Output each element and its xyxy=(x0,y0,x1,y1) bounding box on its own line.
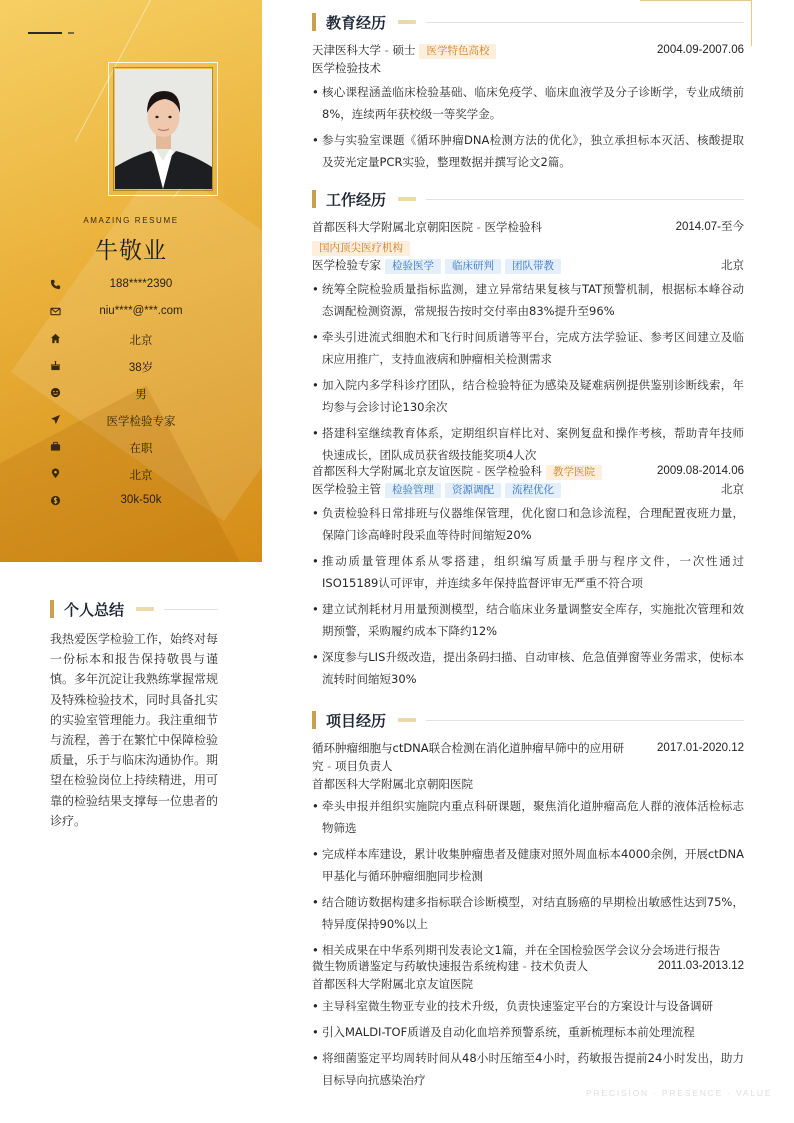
project-role: 技术负责人 xyxy=(530,959,588,973)
project-date: 2017.01-2020.12 xyxy=(657,742,744,754)
info-email: niu****@***.com xyxy=(99,305,183,317)
project-bullets xyxy=(312,995,744,1091)
job-city: 北京 xyxy=(721,482,744,496)
summary-text: 我热爱医学检验工作，始终对每一份标本和报告保持敬畏与谨慎。多年沉淀让我熟练掌握常规及特殊检验技术，同时具备扎实的实验室管理能力。我注重细节与流程，善于在繁忙中保障检验质量，乐于与临床沟通协作。期望在检验岗位上持续精进，用可靠的检验结果支撑每一位患者的诊疗。 xyxy=(50,632,219,828)
skill-tag: 临床研判 xyxy=(445,259,501,274)
section-title: 项目经历 xyxy=(326,711,387,730)
project-org: 首都医科大学附属北京友谊医院 xyxy=(312,977,473,991)
school-tag: 医学特色高校 xyxy=(419,44,496,59)
section-header xyxy=(50,598,218,620)
info-home: 北京 xyxy=(129,335,153,347)
coin-icon xyxy=(50,495,61,506)
company-tag: 教学医院 xyxy=(546,465,602,480)
home-icon xyxy=(50,333,61,344)
job-date: 2014.07-至今 xyxy=(675,221,744,233)
company-tag: 国内顶尖医疗机构 xyxy=(312,241,410,256)
list-item: • 牵头申报并组织实施院内重点科研课题，聚焦消化道肿瘤高危人群的液体活检标志物筛选 xyxy=(312,795,744,839)
job-city: 北京 xyxy=(721,258,744,272)
education-header: 天津医科大学 - 硕士 医学特色高校 2004.09-2007.06 xyxy=(312,43,744,57)
list-item: • 深度参与LIS升级改造，提出条码扫描、自动审核、危急值弹窗等业务需求，使标本流转时间缩短30% xyxy=(312,646,744,690)
list-item: • 相关成果在中华系列期刊发表论文1篇，并在全国检验医学会议分会场进行报告 xyxy=(312,939,744,961)
list-item: • 完成样本库建设，累计收集肿瘤患者及健康对照外周血标本4000余例，开展ctDNA甲基化与循环肿瘤细胞同步检测 xyxy=(312,843,744,887)
list-item: • 引入MALDI-TOF质谱及自动化血培养预警系统，重新梳理标本前处理流程 xyxy=(312,1021,744,1043)
section-header xyxy=(312,11,744,33)
list-item: • 加入院内多学科诊疗团队，结合检验特征为感染及疑难病例提供鉴别诊断线索，年均参与会诊讨论130余次 xyxy=(312,374,744,418)
list-item: • 核心课程涵盖临床检验基础、临床免疫学、临床血液学及分子诊断学，专业成绩前8%，连续两年获校级一等奖学金。 xyxy=(312,81,744,125)
info-position: 医学检验专家 xyxy=(106,416,176,428)
projects-section xyxy=(312,709,744,1095)
section-title: 工作经历 xyxy=(326,190,387,209)
info-row-salary xyxy=(0,492,262,519)
info-status: 在职 xyxy=(129,443,153,455)
work-section xyxy=(312,188,744,694)
list-item: • 推动质量管理体系从零搭建，组织编写质量手册与程序文件，一次性通过ISO15189认可评审，并连续多年保持监督评审无严重不符合项 xyxy=(312,550,744,594)
job-header: 首都医科大学附属北京朝阳医院 - 医学检验科 2014.07-至今 xyxy=(312,220,744,234)
summary-section xyxy=(50,598,218,831)
sidebar-panel xyxy=(0,0,262,562)
list-item: • 统筹全院检验质量指标监测，建立异常结果复核与TAT预警机制，根据标本峰谷动态调配检测资源，常规报告按时交付率由83%提升至96% xyxy=(312,278,744,322)
list-item: • 建立试剂耗材月用量预测模型，结合临床业务量调整安全库存，实施批次管理和效期预警，采购履约成本下降约12% xyxy=(312,598,744,642)
list-item: • 结合随访数据构建多指标联合诊断模型，对结直肠癌的早期检出敏感性达到75%，特异度保持90%以上 xyxy=(312,891,744,935)
section-title: 个人总结 xyxy=(64,600,125,619)
skill-tag: 流程优化 xyxy=(505,483,561,498)
contact-info-list xyxy=(0,276,262,519)
education-section xyxy=(312,11,744,177)
education-date: 2004.09-2007.06 xyxy=(657,44,744,56)
mail-icon xyxy=(50,306,61,317)
info-row-gender xyxy=(0,384,262,411)
department: 医学检验科 xyxy=(484,464,542,478)
major: 医学检验技术 xyxy=(312,61,381,75)
location-pin-icon xyxy=(50,468,61,479)
project-bullets xyxy=(312,795,744,961)
project-name: 循环肿瘤细胞与ctDNA联合检测在消化道肿瘤早筛中的应用研究 xyxy=(312,741,625,773)
skill-tag: 检验医学 xyxy=(385,259,441,274)
education-bullets xyxy=(312,81,744,173)
info-gender: 男 xyxy=(135,389,147,401)
job-role-row xyxy=(312,480,744,498)
job-role-row xyxy=(312,256,744,274)
job-header: 首都医科大学附属北京友谊医院 - 医学检验科 教学医院 2009.08-2014.06 xyxy=(312,464,744,478)
company-name: 首都医科大学附属北京朝阳医院 xyxy=(312,220,473,234)
project-date: 2011.03-2013.12 xyxy=(657,960,744,972)
school-name: 天津医科大学 xyxy=(312,43,381,57)
project-header: 循环肿瘤细胞与ctDNA联合检测在消化道肿瘤早筛中的应用研究 - 项目负责人 2017.01-2020.12 xyxy=(312,741,744,773)
list-item: • 牵头引进流式细胞术和飞行时间质谱等平台，完成方法学验证、参考区间建立及临床应用推广，支持血液病和肿瘤相关检测需求 xyxy=(312,326,744,370)
info-row-home xyxy=(0,330,262,357)
project-org: 首都医科大学附属北京朝阳医院 xyxy=(312,777,473,791)
project-name: 微生物质谱鉴定与药敏快速报告系统构建 xyxy=(312,959,519,973)
list-item: • 搭建科室继续教育体系，定期组织盲样比对、案例复盘和操作考核，帮助青年技师快速成长，团队成员获省级技能奖项4人次 xyxy=(312,422,744,466)
department: 医学检验科 xyxy=(484,220,542,234)
send-icon xyxy=(50,414,61,425)
info-row-age xyxy=(0,357,262,384)
info-row-status xyxy=(0,438,262,465)
info-location: 北京 xyxy=(129,470,153,482)
list-item: • 参与实验室课题《循环肿瘤DNA检测方法的优化》，独立承担标本灭活、核酸提取及荧光定量PCR实验，整理数据并撰写论文2篇。 xyxy=(312,129,744,173)
degree: 硕士 xyxy=(392,43,416,57)
candidate-name: 牛敬业 xyxy=(95,238,167,264)
info-age: 38岁 xyxy=(128,362,154,374)
footer-watermark: PRECISION · PRESENCE · VALUE xyxy=(586,1088,773,1098)
smile-icon xyxy=(50,387,61,398)
decorative-line xyxy=(28,32,62,34)
info-salary: 30k-50k xyxy=(120,494,162,506)
job-role: 医学检验主管 xyxy=(312,482,381,496)
project-role: 项目负责人 xyxy=(334,759,393,773)
info-row-location xyxy=(0,465,262,492)
avatar xyxy=(115,69,212,189)
info-row-email xyxy=(0,303,262,330)
skill-tag: 资源调配 xyxy=(445,483,501,498)
resume-tagline: AMAZING RESUME xyxy=(83,216,179,225)
briefcase-icon xyxy=(50,441,61,452)
decorative-line xyxy=(68,32,74,34)
company-name: 首都医科大学附属北京友谊医院 xyxy=(312,464,473,478)
skill-tag: 检验管理 xyxy=(385,483,441,498)
project-header: 微生物质谱鉴定与药敏快速报告系统构建 - 技术负责人 2011.03-2013.12 xyxy=(312,959,744,973)
info-row-position xyxy=(0,411,262,438)
job-date: 2009.08-2014.06 xyxy=(657,465,744,477)
info-phone: 188****2390 xyxy=(109,278,173,290)
section-header xyxy=(312,709,744,731)
skill-tag: 团队带教 xyxy=(505,259,561,274)
section-header xyxy=(312,188,744,210)
job-bullets xyxy=(312,278,744,466)
cake-icon xyxy=(50,360,61,371)
section-title: 教育经历 xyxy=(326,13,387,32)
info-row-phone xyxy=(0,276,262,303)
list-item: • 负责检验科日常排班与仪器维保管理，优化窗口和急诊流程，合理配置夜班力量，保障门诊高峰时段采血等待时间缩短20% xyxy=(312,502,744,546)
job-bullets xyxy=(312,502,744,690)
job-role: 医学检验专家 xyxy=(312,258,381,272)
phone-icon xyxy=(50,279,61,290)
list-item: • 主导科室微生物亚专业的技术升级，负责快速鉴定平台的方案设计与设备调研 xyxy=(312,995,744,1017)
list-item: • 将细菌鉴定平均周转时间从48小时压缩至4小时，药敏报告提前24小时发出，助力目标导向抗感染治疗 xyxy=(312,1047,744,1091)
